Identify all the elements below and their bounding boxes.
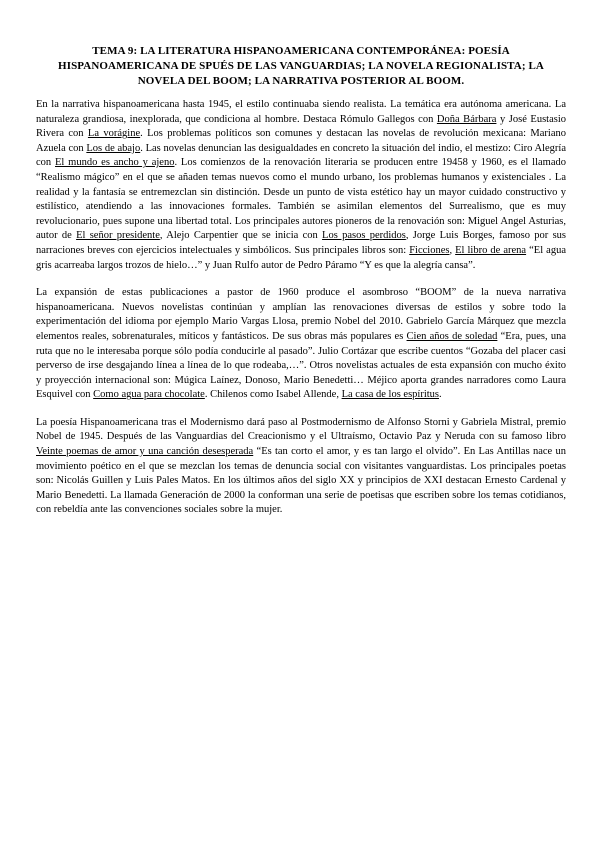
paragraph-text: La expansión de estas publicaciones a pastor de 1960 produce el asombroso “BOOM” de la nueva narrativa hispanoamericana. Nuevos novelistas continúan y amplían las renovaciones diversas de estilos y sobre todo la experimentación del idioma por ejemplo Mario Vargas Llosa, premio Nobel del 2010. Gabrielo García Márquez que mezcla elementos reales, sobrenaturales, míticos y fantásticos. De sus obras más populares es (36, 287, 566, 342)
paragraph-text: . Los problemas políticos son comunes y destacan las novelas de revolución mexicana: Mariano Azuela con (36, 128, 566, 154)
body-paragraph (36, 286, 566, 403)
body-paragraph (36, 98, 566, 273)
work-title: Los de abajo (86, 142, 141, 154)
work-title: La vorágine (87, 128, 141, 140)
work-title: Como agua para chocolate (93, 389, 205, 401)
paragraph-text: La poesía Hispanoamericana tras el Modernismo dará paso al Postmodernismo de Alfonso Storni y Gabriela Mistral, premio Nobel de 1945. Después de las Vanguardias del Creacionismo y el Ultraísmo, Octavio Paz y Neruda con su famoso libro (36, 416, 566, 443)
work-title: Doña Bárbara (436, 113, 497, 125)
paragraph-text: . Las novelas denuncian las desigualdades en concreto la situación del indio, el mestizo: Ciro Alegría con (36, 142, 566, 169)
paragraph-text: “El agua gris acarreaba largos trozos de hielo…” y Juan Rulfo autor de Pedro Páramo “Y es que la alegría cansa”. (36, 244, 566, 271)
paragraph-text: En la narrativa hispanoamericana hasta 1945, el estilo continuaba siendo realista. La temática era autónoma americana. La naturaleza grandiosa, inexplorada, que condiciona al hombre. Destaca Rómulo Gallegos con (36, 99, 566, 125)
paragraph-text: , (449, 244, 456, 256)
work-title: Cien años de soledad (406, 330, 498, 342)
work-title: El señor presidente (76, 230, 160, 242)
document-title: TEMA 9: LA LITERATURA HISPANOAMERICANA CONTEMPORÁNEA: POESÍA HISPANOAMERICANA DE SPUÉS DE LAS VANGUARDIAS; LA NOVELA REGIONALISTA; LA NOVELA DEL BOOM; LA NARRATIVA POSTERIOR AL BOOM. (58, 45, 544, 87)
paragraph-text: . Los comienzos de la renovación literaria se producen entre 19458 y 1960, es el llamado “Realismo mágico” en el que se añaden temas nuevos como el mundo urbano, los problemas humanos y existenciales . La realidad y la fantasía se entremezclan sin distinción. Desde un punto de vista estético hay un mayor cuidado constructivo y estilístico, atendiendo a las innovaciones formales. También se asimilan elementos del Surrealismo, que es muy revolucionario, pues supone una libertad total. Los principales autores pioneros de la renovación son: Miguel Angel Asturias, autor de (36, 157, 566, 242)
paragraph-text: “Era, pues, una ruta que no le interesaba porque sólo podía conducirle al pasado”. Julio Cortázar que escribe cuentos “Gozaba del placer casi perverso de irse desgajando línea a línea de lo que rodeaba,…”. Otros novelistas actuales de esta expansión con mucho éxito y proyección internacional son: Múgica Laínez, Donoso, Mario Benedetti… Méjico aporta grandes narradores como Laura Esquivel con (36, 330, 567, 401)
paragraph-text: , Alejo Carpentier que se inicia con (159, 230, 323, 242)
paragraph-text: , Jorge Luis Borges, famoso por sus narraciones breves con ejercicios intelectuales y simbólicos. Sus principales libros son: (36, 230, 566, 256)
work-title: Ficciones (409, 244, 450, 256)
paragraph-text: “Es tan corto el amor, y es tan largo el olvido”. En Las Antillas nace un movimiento poético en el que se mezclan los temas de denuncia social con visitantes vanguardistas. Los principales poetas son: Nicolás Guillen y Luis Pales Matos. En los últimos años del siglo XX y principios de XXI destacan Ernesto Cardenal y Mario Benedetti. La llamada Generación de 2000 la conforman una serie de poetisas que escriben sobre los temas cotidianos, con rebeldía ante las convenciones sociales sobre la mujer. (36, 446, 566, 516)
document-body (36, 98, 566, 518)
work-title: La casa de los espíritus (341, 389, 439, 401)
paragraph-text: . (439, 389, 442, 401)
paragraph-text: y José Eustasio Rivera con (36, 113, 566, 140)
paragraph-text: . Chilenos como Isabel Allende, (204, 389, 342, 401)
body-paragraph (36, 416, 566, 518)
document-page (36, 44, 566, 531)
work-title: Veinte poemas de amor y una canción desesperada (36, 446, 254, 458)
work-title: Los pasos perdidos (322, 230, 406, 242)
work-title: El mundo es ancho y ajeno (55, 157, 175, 169)
work-title: El libro de arena (455, 244, 527, 256)
